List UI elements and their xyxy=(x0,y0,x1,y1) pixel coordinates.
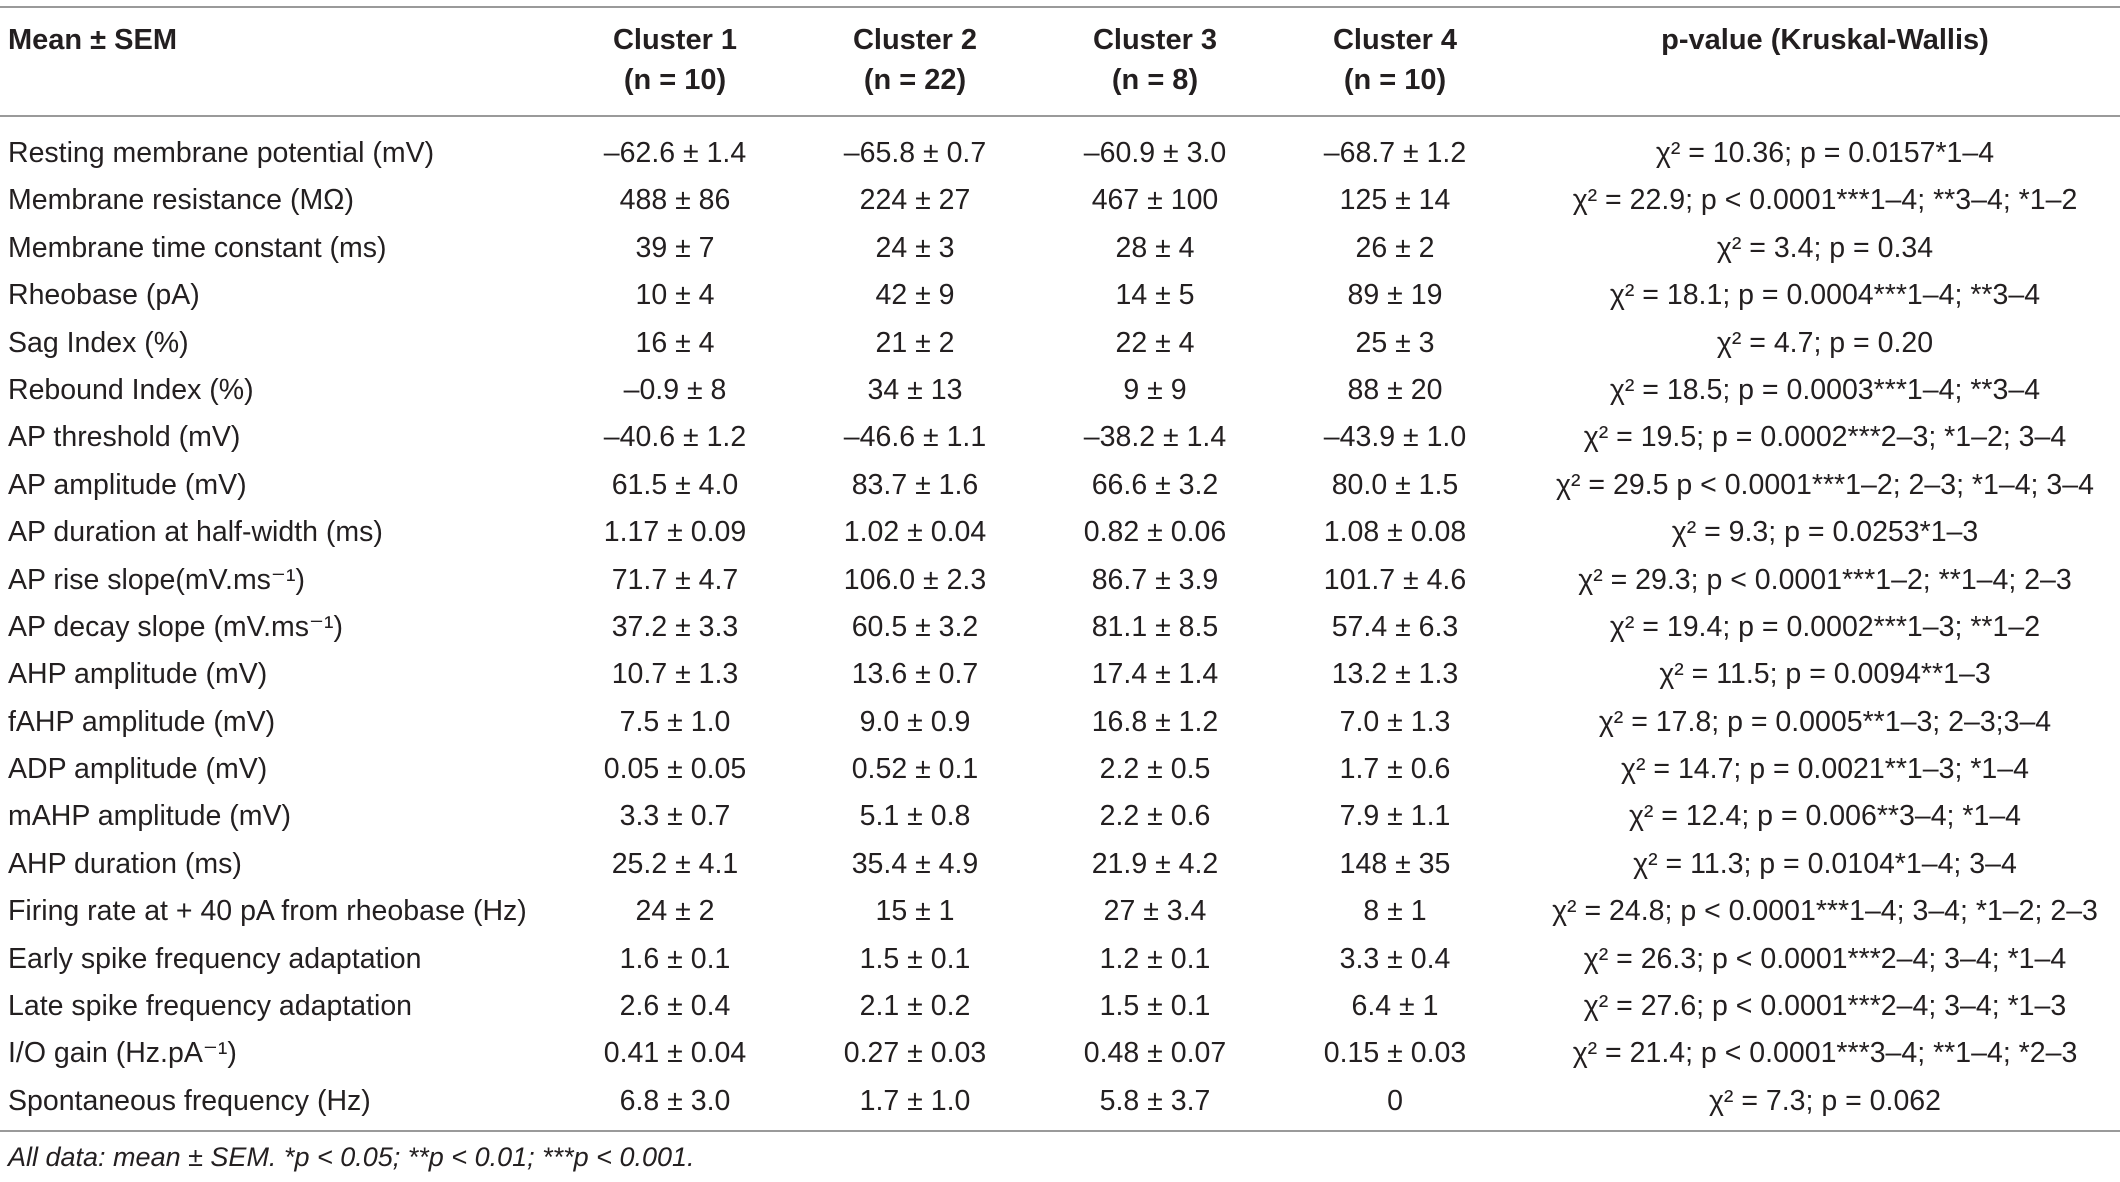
cell-cluster-4: 0 xyxy=(1387,1084,1403,1117)
cell-cluster-4: 13.2 ± 1.3 xyxy=(1331,658,1459,691)
cell-cluster-4: 8 ± 1 xyxy=(1363,895,1427,928)
cell-pvalue: χ² = 18.5; p = 0.0003***1–4; **3–4 xyxy=(1609,373,2041,406)
row-label: AHP duration (ms) xyxy=(8,847,242,880)
header-cluster-2 xyxy=(800,20,1030,100)
header-cluster-1 xyxy=(560,20,790,100)
cell-cluster-1: 71.7 ± 4.7 xyxy=(611,563,739,596)
cluster-name: Cluster 4 xyxy=(1332,24,1458,56)
cell-cluster-1: 24 ± 2 xyxy=(635,895,715,928)
cell-cluster-1: 2.6 ± 0.4 xyxy=(619,990,731,1023)
table-row xyxy=(0,983,2120,1030)
table-row xyxy=(0,793,2120,840)
table-row xyxy=(0,225,2120,272)
table-row xyxy=(0,841,2120,888)
row-label: Sag Index (%) xyxy=(8,326,189,359)
cell-cluster-3: 467 ± 100 xyxy=(1091,184,1219,217)
cell-cluster-3: 22 ± 4 xyxy=(1115,326,1195,359)
cell-cluster-4: 148 ± 35 xyxy=(1339,847,1451,880)
cell-pvalue: χ² = 9.3; p = 0.0253*1–3 xyxy=(1671,516,1979,549)
cell-cluster-3: 5.8 ± 3.7 xyxy=(1099,1084,1211,1117)
cell-pvalue: χ² = 24.8; p < 0.0001***1–4; 3–4; *1–2; 2–3 xyxy=(1552,895,2098,928)
cell-cluster-4: 1.08 ± 0.08 xyxy=(1323,516,1467,549)
cell-cluster-3: 16.8 ± 1.2 xyxy=(1091,705,1219,738)
table-header xyxy=(0,20,2120,110)
row-label: AP threshold (mV) xyxy=(8,421,241,454)
cell-cluster-2: 15 ± 1 xyxy=(875,895,955,928)
table-row xyxy=(0,1078,2120,1125)
row-label: Early spike frequency adaptation xyxy=(8,942,422,975)
row-label: Resting membrane potential (mV) xyxy=(8,137,435,169)
row-label: ADP amplitude (mV) xyxy=(8,753,268,786)
cluster-name: Cluster 1 xyxy=(612,24,738,56)
table-row xyxy=(0,936,2120,983)
cell-cluster-1: 7.5 ± 1.0 xyxy=(619,705,731,738)
cell-cluster-2: 83.7 ± 1.6 xyxy=(851,468,979,501)
cell-cluster-2: 5.1 ± 0.8 xyxy=(859,800,971,833)
cell-cluster-2: 0.27 ± 0.03 xyxy=(843,1037,987,1070)
cell-cluster-4: 7.0 ± 1.3 xyxy=(1339,705,1451,738)
cell-cluster-1: 1.6 ± 0.1 xyxy=(619,942,731,975)
row-label: AP amplitude (mV) xyxy=(8,468,247,501)
table-row xyxy=(0,367,2120,414)
cell-cluster-4: 125 ± 14 xyxy=(1339,184,1451,217)
cell-cluster-3: 86.7 ± 3.9 xyxy=(1091,563,1219,596)
header-cluster-3 xyxy=(1040,20,1270,100)
header-rule xyxy=(0,115,2120,117)
bottom-rule xyxy=(0,1130,2120,1132)
cell-cluster-4: 80.0 ± 1.5 xyxy=(1331,468,1459,501)
cell-cluster-2: 34 ± 13 xyxy=(867,373,963,406)
cell-cluster-4: 7.9 ± 1.1 xyxy=(1339,800,1451,833)
table-row xyxy=(0,130,2120,177)
cluster-name: Cluster 3 xyxy=(1092,24,1218,56)
cell-cluster-3: 2.2 ± 0.5 xyxy=(1099,753,1211,786)
cell-cluster-2: 224 ± 27 xyxy=(859,184,971,217)
cell-cluster-4: –43.9 ± 1.0 xyxy=(1323,421,1467,454)
row-label: Late spike frequency adaptation xyxy=(8,990,413,1023)
table-row xyxy=(0,462,2120,509)
cell-cluster-4: –68.7 ± 1.2 xyxy=(1323,137,1467,169)
row-label: fAHP amplitude (mV) xyxy=(8,705,276,738)
cell-pvalue: χ² = 21.4; p < 0.0001***3–4; **1–4; *2–3 xyxy=(1572,1037,2078,1070)
cell-cluster-1: 488 ± 86 xyxy=(619,184,731,217)
table-row xyxy=(0,320,2120,367)
cell-pvalue: χ² = 11.3; p = 0.0104*1–4; 3–4 xyxy=(1633,847,2017,880)
cell-cluster-1: 16 ± 4 xyxy=(635,326,715,359)
cell-pvalue: χ² = 10.36; p = 0.0157*1–4 xyxy=(1655,137,1995,169)
cell-cluster-4: 88 ± 20 xyxy=(1347,373,1443,406)
cell-cluster-4: 0.15 ± 0.03 xyxy=(1323,1037,1467,1070)
cell-cluster-2: 21 ± 2 xyxy=(875,326,955,359)
cell-pvalue: χ² = 4.7; p = 0.20 xyxy=(1716,326,1934,359)
cell-cluster-3: 0.48 ± 0.07 xyxy=(1083,1037,1227,1070)
row-label: Firing rate at + 40 pA from rheobase (Hz) xyxy=(8,895,527,928)
cell-cluster-1: 10.7 ± 1.3 xyxy=(611,658,739,691)
cluster-n: (n = 22) xyxy=(863,64,967,96)
cell-cluster-2: 2.1 ± 0.2 xyxy=(859,990,971,1023)
cell-cluster-2: –65.8 ± 0.7 xyxy=(843,137,987,169)
row-label: Rheobase (pA) xyxy=(8,279,200,312)
cell-cluster-3: 21.9 ± 4.2 xyxy=(1091,847,1219,880)
cell-cluster-4: 6.4 ± 1 xyxy=(1351,990,1439,1023)
table-row xyxy=(0,746,2120,793)
cell-cluster-1: 6.8 ± 3.0 xyxy=(619,1084,731,1117)
cell-cluster-1: 0.41 ± 0.04 xyxy=(603,1037,747,1070)
cell-cluster-3: 9 ± 9 xyxy=(1123,373,1187,406)
row-label: Rebound Index (%) xyxy=(8,373,254,406)
cell-cluster-3: 81.1 ± 8.5 xyxy=(1091,610,1219,643)
cell-cluster-2: 1.5 ± 0.1 xyxy=(859,942,971,975)
row-label: AHP amplitude (mV) xyxy=(8,658,268,691)
table-row xyxy=(0,414,2120,461)
cell-cluster-1: –0.9 ± 8 xyxy=(623,373,727,406)
table-row xyxy=(0,557,2120,604)
cell-cluster-2: 42 ± 9 xyxy=(875,279,955,312)
cell-cluster-2: 0.52 ± 0.1 xyxy=(851,753,979,786)
cluster-name: Cluster 2 xyxy=(852,24,978,56)
cell-cluster-4: 57.4 ± 6.3 xyxy=(1331,610,1459,643)
cell-cluster-4: 3.3 ± 0.4 xyxy=(1339,942,1451,975)
cell-cluster-2: –46.6 ± 1.1 xyxy=(843,421,987,454)
cell-cluster-1: 61.5 ± 4.0 xyxy=(611,468,739,501)
cell-pvalue: χ² = 29.5 p < 0.0001***1–2; 2–3; *1–4; 3–4 xyxy=(1556,468,2094,501)
cell-cluster-4: 89 ± 19 xyxy=(1347,279,1443,312)
row-label: AP rise slope(mV.ms⁻¹) xyxy=(8,563,305,596)
cell-cluster-2: 35.4 ± 4.9 xyxy=(851,847,979,880)
cluster-n: (n = 10) xyxy=(1343,64,1447,96)
header-pvalue: p-value (Kruskal-Wallis) xyxy=(1661,24,1989,56)
cell-pvalue: χ² = 17.8; p = 0.0005**1–3; 2–3;3–4 xyxy=(1598,705,2052,738)
cell-cluster-1: 39 ± 7 xyxy=(635,231,715,264)
top-rule xyxy=(0,6,2120,8)
table-body xyxy=(0,130,2120,1125)
cell-cluster-2: 24 ± 3 xyxy=(875,231,955,264)
table-footnote: All data: mean ± SEM. *p < 0.05; **p < 0.01; ***p < 0.001. xyxy=(8,1142,695,1172)
table-row xyxy=(0,699,2120,746)
cell-pvalue: χ² = 19.4; p = 0.0002***1–3; **1–2 xyxy=(1609,610,2041,643)
row-label: Membrane resistance (MΩ) xyxy=(8,184,354,217)
cell-cluster-1: 10 ± 4 xyxy=(635,279,715,312)
table-row xyxy=(0,177,2120,224)
cell-cluster-1: 3.3 ± 0.7 xyxy=(619,800,731,833)
cell-cluster-1: 0.05 ± 0.05 xyxy=(603,753,747,786)
table-row xyxy=(0,509,2120,556)
row-label: AP duration at half-width (ms) xyxy=(8,516,383,549)
row-label: AP decay slope (mV.ms⁻¹) xyxy=(8,610,344,643)
cell-pvalue: χ² = 22.9; p < 0.0001***1–4; **3–4; *1–2 xyxy=(1572,184,2078,217)
cell-pvalue: χ² = 29.3; p < 0.0001***1–2; **1–4; 2–3 xyxy=(1578,563,2072,596)
cell-cluster-3: 2.2 ± 0.6 xyxy=(1099,800,1211,833)
cell-cluster-3: 1.2 ± 0.1 xyxy=(1099,942,1211,975)
cell-cluster-4: 101.7 ± 4.6 xyxy=(1323,563,1467,596)
cell-pvalue: χ² = 19.5; p = 0.0002***2–3; *1–2; 3–4 xyxy=(1583,421,2067,454)
cell-cluster-1: 25.2 ± 4.1 xyxy=(611,847,739,880)
cell-cluster-4: 26 ± 2 xyxy=(1355,231,1435,264)
cluster-n: (n = 8) xyxy=(1111,64,1199,96)
cell-cluster-2: 1.02 ± 0.04 xyxy=(843,516,987,549)
table-row xyxy=(0,888,2120,935)
cell-cluster-3: 0.82 ± 0.06 xyxy=(1083,516,1227,549)
header-cluster-4 xyxy=(1280,20,1510,100)
cell-cluster-1: –62.6 ± 1.4 xyxy=(603,137,747,169)
cell-cluster-1: –40.6 ± 1.2 xyxy=(603,421,747,454)
cell-cluster-3: 17.4 ± 1.4 xyxy=(1091,658,1219,691)
cell-pvalue: χ² = 18.1; p = 0.0004***1–4; **3–4 xyxy=(1609,279,2041,312)
cell-cluster-3: 66.6 ± 3.2 xyxy=(1091,468,1219,501)
cell-pvalue: χ² = 11.5; p = 0.0094**1–3 xyxy=(1659,658,1991,691)
row-label: I/O gain (Hz.pA⁻¹) xyxy=(8,1037,237,1070)
table-row xyxy=(0,272,2120,319)
cell-cluster-4: 1.7 ± 0.6 xyxy=(1339,753,1451,786)
cell-cluster-1: 1.17 ± 0.09 xyxy=(603,516,747,549)
cell-cluster-3: 1.5 ± 0.1 xyxy=(1099,990,1211,1023)
cell-cluster-2: 1.7 ± 1.0 xyxy=(859,1084,971,1117)
cell-cluster-3: –60.9 ± 3.0 xyxy=(1083,137,1227,169)
table-row xyxy=(0,651,2120,698)
row-label: Spontaneous frequency (Hz) xyxy=(8,1084,371,1117)
row-label: Membrane time constant (ms) xyxy=(8,231,387,264)
table-row xyxy=(0,1030,2120,1077)
cell-pvalue: χ² = 14.7; p = 0.0021**1–3; *1–4 xyxy=(1621,753,2029,786)
cell-cluster-1: 37.2 ± 3.3 xyxy=(611,610,739,643)
cell-cluster-2: 9.0 ± 0.9 xyxy=(859,705,971,738)
cell-pvalue: χ² = 26.3; p < 0.0001***2–4; 3–4; *1–4 xyxy=(1583,942,2067,975)
cell-cluster-3: –38.2 ± 1.4 xyxy=(1083,421,1227,454)
cell-pvalue: χ² = 7.3; p = 0.062 xyxy=(1708,1084,1942,1117)
cell-cluster-3: 28 ± 4 xyxy=(1115,231,1195,264)
cell-cluster-2: 60.5 ± 3.2 xyxy=(851,610,979,643)
cell-cluster-3: 27 ± 3.4 xyxy=(1103,895,1207,928)
cell-cluster-2: 106.0 ± 2.3 xyxy=(843,563,987,596)
table-row xyxy=(0,604,2120,651)
cell-cluster-4: 25 ± 3 xyxy=(1355,326,1435,359)
cell-pvalue: χ² = 12.4; p = 0.006**3–4; *1–4 xyxy=(1628,800,2022,833)
cluster-n: (n = 10) xyxy=(623,64,727,96)
cell-pvalue: χ² = 3.4; p = 0.34 xyxy=(1716,231,1934,264)
header-label: Mean ± SEM xyxy=(8,24,178,56)
cell-pvalue: χ² = 27.6; p < 0.0001***2–4; 3–4; *1–3 xyxy=(1583,990,2067,1023)
cell-cluster-2: 13.6 ± 0.7 xyxy=(851,658,979,691)
cell-cluster-3: 14 ± 5 xyxy=(1115,279,1195,312)
row-label: mAHP amplitude (mV) xyxy=(8,800,291,833)
